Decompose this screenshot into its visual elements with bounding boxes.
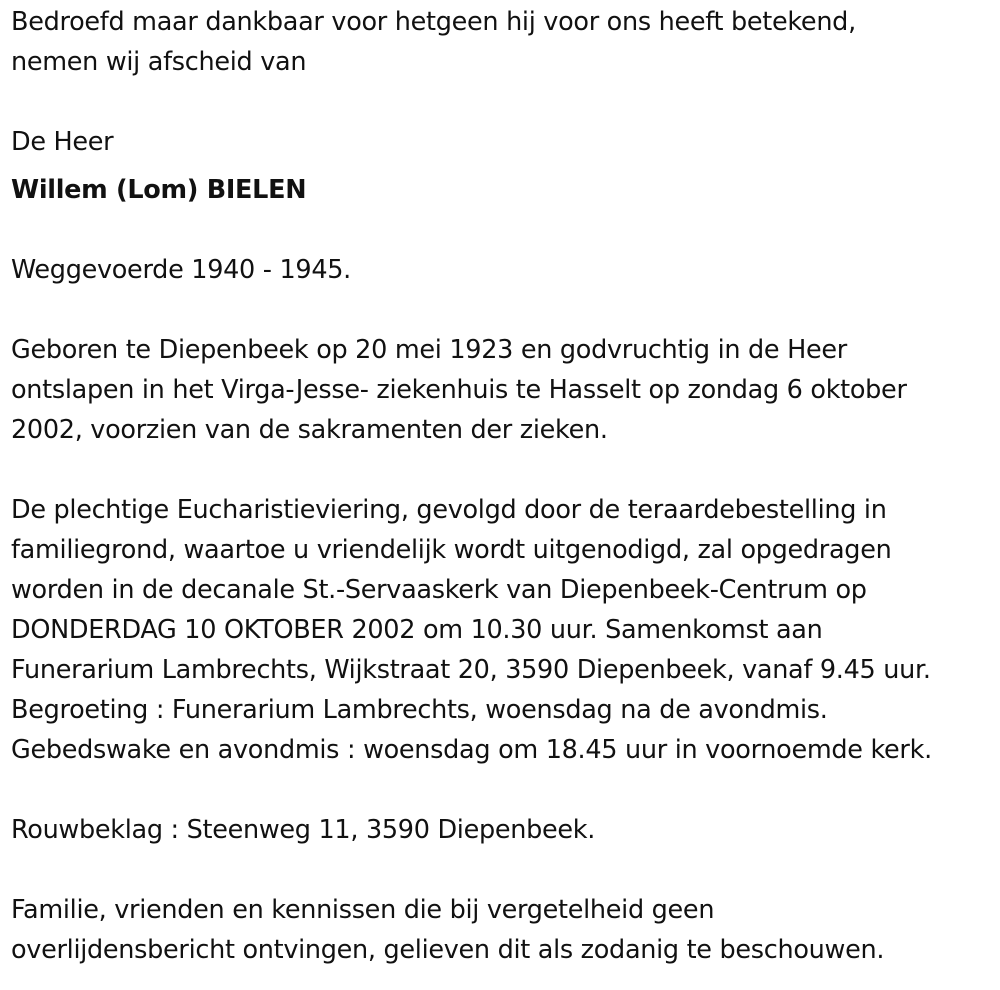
- spacer: [11, 290, 996, 330]
- service-line: DONDERDAG 10 OKTOBER 2002 om 10.30 uur. Samenkomst aan: [11, 615, 823, 645]
- service-line: De plechtige Eucharistieviering, gevolgd door de teraardebestelling in: [11, 495, 887, 525]
- service-line: Funerarium Lambrechts, Wijkstraat 20, 3590 Diepenbeek, vanaf 9.45 uur.: [11, 655, 931, 685]
- service-line: Begroeting : Funerarium Lambrechts, woensdag na de avondmis.: [11, 695, 828, 725]
- closing-line: overlijdensbericht ontvingen, gelieven dit als zodanig te beschouwen.: [11, 935, 885, 965]
- birth-death-line: Geboren te Diepenbeek op 20 mei 1923 en godvruchtig in de Heer: [11, 335, 847, 365]
- service-line: Gebedswake en avondmis : woensdag om 18.45 uur in voornoemde kerk.: [11, 735, 932, 765]
- spacer: [11, 82, 996, 122]
- intro-line: nemen wij afscheid van: [11, 47, 307, 77]
- deported-note: Weggevoerde 1940 - 1945.: [11, 255, 351, 285]
- service-line: familiegrond, waartoe u vriendelijk wordt uitgenodigd, zal opgedragen: [11, 535, 892, 565]
- obituary-notice: [11, 2, 996, 970]
- closing-line: Familie, vrienden en kennissen die bij vergetelheid geen: [11, 895, 715, 925]
- spacer: [11, 850, 996, 890]
- service-line: worden in de decanale St.-Servaaskerk van Diepenbeek-Centrum op: [11, 575, 867, 605]
- spacer: [11, 210, 996, 250]
- spacer: [11, 770, 996, 810]
- birth-death-line: 2002, voorzien van de sakramenten der zieken.: [11, 415, 608, 445]
- intro-line: Bedroefd maar dankbaar voor hetgeen hij voor ons heeft betekend,: [11, 7, 856, 37]
- condolence-address: Rouwbeklag : Steenweg 11, 3590 Diepenbeek.: [11, 815, 596, 845]
- honorific-title: De Heer: [11, 127, 114, 157]
- spacer: [11, 450, 996, 490]
- birth-death-line: ontslapen in het Virga-Jesse- ziekenhuis te Hasselt op zondag 6 oktober: [11, 375, 907, 405]
- deceased-name: Willem (Lom) BIELEN: [11, 175, 307, 205]
